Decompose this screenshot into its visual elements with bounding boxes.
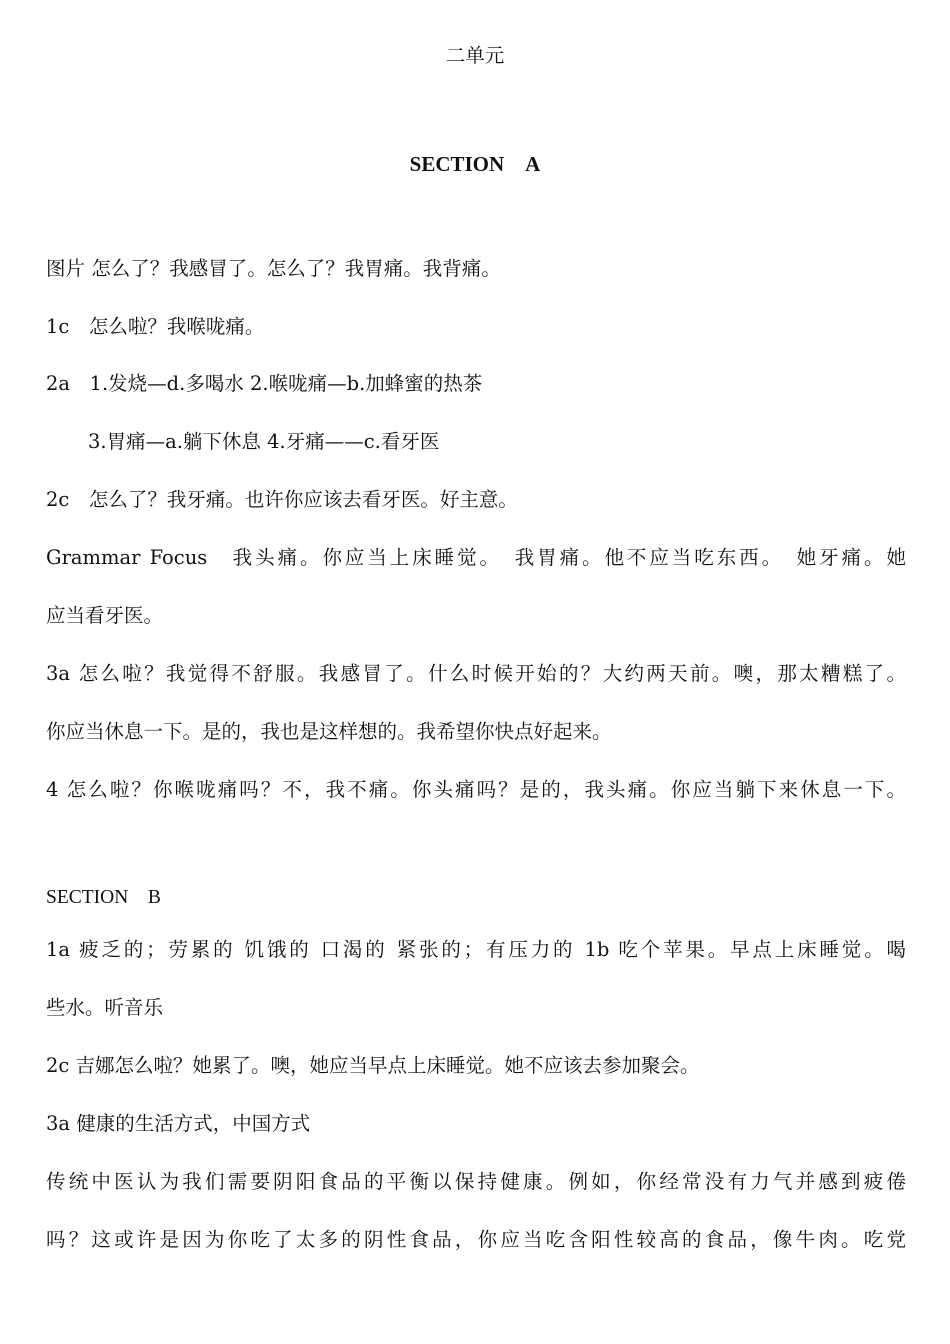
paragraph-line: 吗？这或许是因为你吃了太多的阴性食品，你应当吃含阳性较高的食品，像牛肉。吃党	[46, 1228, 906, 1251]
paragraph-line: 3a 怎么啦？我觉得不舒服。我感冒了。什么时候开始的？大约两天前。噢，那太糟糕了。	[46, 662, 906, 685]
section-b-heading: SECTION B	[46, 887, 161, 908]
paragraph-line: 些水。听音乐	[46, 996, 164, 1019]
paragraph-line: Grammar Focus 我头痛。你应当上床睡觉。 我胃痛。他不应当吃东西。 她牙痛。她	[46, 546, 906, 569]
paragraph-line: 1a 疲乏的；劳累的 饥饿的 口渴的 紧张的；有压力的 1b 吃个苹果。早点上床睡觉。喝	[46, 938, 906, 961]
paragraph-line: 2c 怎么了？我牙痛。也许你应该去看牙医。好主意。	[46, 488, 518, 511]
paragraph-line: 图片 怎么了？我感冒了。怎么了？我胃痛。我背痛。	[46, 257, 501, 280]
paragraph-line: 你应当休息一下。是的，我也是这样想的。我希望你快点好起来。	[46, 720, 612, 743]
paragraph-line: 应当看牙医。	[46, 604, 164, 627]
paragraph-line: 2a 1.发烧—d.多喝水 2.喉咙痛—b.加蜂蜜的热茶	[46, 372, 483, 395]
paragraph-line: 传统中医认为我们需要阴阳食品的平衡以保持健康。例如，你经常没有力气并感到疲倦	[46, 1170, 906, 1193]
paragraph-line: 2c 吉娜怎么啦？她累了。噢，她应当早点上床睡觉。她不应该去参加聚会。	[46, 1054, 700, 1077]
paragraph-line: 4 怎么啦？你喉咙痛吗？不，我不痛。你头痛吗？是的，我头痛。你应当躺下来休息一下。	[46, 778, 906, 801]
section-a-heading: SECTION A	[409, 152, 541, 176]
unit-title: 二单元	[445, 44, 505, 67]
paragraph-line: 3a 健康的生活方式，中国方式	[46, 1112, 311, 1135]
paragraph-line: 1c 怎么啦？我喉咙痛。	[46, 315, 265, 338]
paragraph-line: 3.胃痛—a.躺下休息 4.牙痛——c.看牙医	[88, 430, 440, 453]
